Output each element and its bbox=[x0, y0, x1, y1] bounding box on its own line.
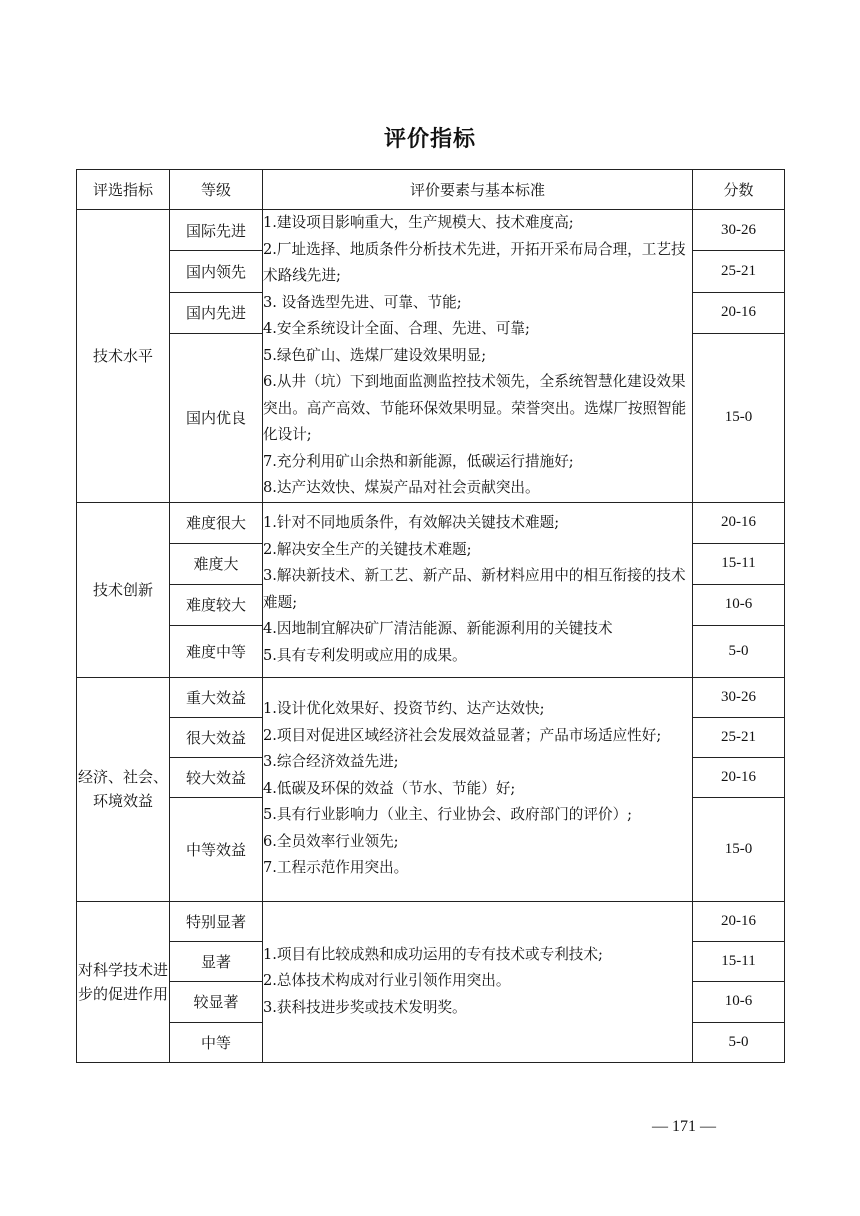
criteria-item: 2.总体技术构成对行业引领作用突出。 bbox=[263, 972, 511, 990]
table-row bbox=[77, 210, 785, 251]
criteria-cell bbox=[263, 901, 693, 1062]
grade-cell: 显著 bbox=[170, 941, 263, 981]
criteria-cell bbox=[263, 502, 693, 677]
header-score: 分数 bbox=[693, 170, 785, 210]
score-cell: 20-16 bbox=[693, 757, 785, 797]
dimension-cell: 经济、社会、环境效益 bbox=[77, 677, 170, 901]
score-cell: 25-21 bbox=[693, 717, 785, 757]
grade-cell: 重大效益 bbox=[170, 677, 263, 717]
grade-cell: 中等 bbox=[170, 1022, 263, 1062]
criteria-item: 3.解决新技术、新工艺、新产品、新材料应用中的相互衔接的技术难题; bbox=[263, 567, 686, 611]
score-cell: 20-16 bbox=[693, 901, 785, 941]
table-header-row bbox=[77, 170, 785, 210]
score-cell: 10-6 bbox=[693, 981, 785, 1022]
criteria-item: 5.具有专利发明或应用的成果。 bbox=[263, 646, 467, 664]
page-title: 评价指标 bbox=[383, 127, 476, 152]
criteria-item: 1.项目有比较成熟和成功运用的专有技术或专利技术; bbox=[263, 945, 603, 963]
score-cell: 5-0 bbox=[693, 1022, 785, 1062]
table-row bbox=[77, 677, 785, 717]
criteria-item: 2.厂址选择、地质条件分析技术先进，开拓开采布局合理，工艺技术路线先进; bbox=[263, 240, 686, 284]
grade-cell: 中等效益 bbox=[170, 797, 263, 901]
score-cell: 15-0 bbox=[693, 333, 785, 502]
grade-cell: 难度较大 bbox=[170, 584, 263, 625]
grade-cell: 难度大 bbox=[170, 543, 263, 584]
score-cell: 15-11 bbox=[693, 543, 785, 584]
criteria-item: 4.安全系统设计全面、合理、先进、可靠; bbox=[263, 320, 530, 337]
score-cell: 25-21 bbox=[693, 251, 785, 292]
score-cell: 20-16 bbox=[693, 502, 785, 543]
criteria-item: 7.充分利用矿山余热和新能源，低碳运行措施好; bbox=[263, 452, 574, 470]
grade-cell: 特别显著 bbox=[170, 901, 263, 941]
score-cell: 30-26 bbox=[693, 677, 785, 717]
criteria-item: 3.综合经济效益先进; bbox=[263, 753, 399, 771]
page-number: — 171 — bbox=[652, 1118, 716, 1135]
score-cell: 5-0 bbox=[693, 625, 785, 677]
dimension-cell: 对科学技术进步的促进作用 bbox=[77, 901, 170, 1062]
header-criteria: 评价要素与基本标准 bbox=[263, 170, 693, 210]
grade-cell: 国际先进 bbox=[170, 210, 263, 251]
table-row bbox=[77, 502, 785, 543]
criteria-item: 7.工程示范作用突出。 bbox=[263, 859, 409, 877]
criteria-item: 6.从井（坑）下到地面监测监控技术领先，全系统智慧化建设效果突出。高产高效、节能环保效果明显。荣誉突出。选煤厂按照智能化设计; bbox=[263, 373, 687, 443]
criteria-item: 2.项目对促进区域经济社会发展效益显著；产品市场适应性好; bbox=[263, 726, 662, 744]
score-cell: 15-0 bbox=[693, 797, 785, 901]
grade-cell: 很大效益 bbox=[170, 717, 263, 757]
criteria-item: 1.设计优化效果好、投资节约、达产达效快; bbox=[263, 700, 545, 718]
score-cell: 10-6 bbox=[693, 584, 785, 625]
criteria-item: 4.低碳及环保的效益（节水、节能）好; bbox=[263, 779, 516, 797]
criteria-item: 4.因地制宜解决矿厂清洁能源、新能源利用的关键技术 bbox=[263, 620, 613, 637]
grade-cell: 较大效益 bbox=[170, 757, 263, 797]
grade-cell: 国内先进 bbox=[170, 292, 263, 333]
table-row bbox=[77, 901, 785, 941]
criteria-cell bbox=[263, 210, 693, 503]
criteria-item: 5.绿色矿山、选煤厂建设效果明显; bbox=[263, 346, 487, 364]
grade-cell: 较显著 bbox=[170, 981, 263, 1022]
header-grade: 等级 bbox=[170, 170, 263, 210]
dimension-cell: 技术水平 bbox=[77, 210, 170, 503]
header-dimension: 评选指标 bbox=[77, 170, 170, 210]
criteria-cell bbox=[263, 677, 693, 901]
grade-cell: 难度很大 bbox=[170, 502, 263, 543]
evaluation-table bbox=[76, 169, 785, 1063]
score-cell: 30-26 bbox=[693, 210, 785, 251]
criteria-item: 5.具有行业影响力（业主、行业协会、政府部门的评价）; bbox=[263, 806, 633, 824]
criteria-item: 1.针对不同地质条件，有效解决关键技术难题; bbox=[263, 514, 560, 531]
grade-cell: 难度中等 bbox=[170, 625, 263, 677]
criteria-item: 8.达产达效快、煤炭产品对社会贡献突出。 bbox=[263, 479, 540, 496]
score-cell: 20-16 bbox=[693, 292, 785, 333]
criteria-item: 6.全员效率行业领先; bbox=[263, 832, 399, 850]
dimension-cell: 技术创新 bbox=[77, 502, 170, 677]
criteria-item: 3.获科技进步奖或技术发明奖。 bbox=[263, 998, 467, 1016]
score-cell: 15-11 bbox=[693, 941, 785, 981]
criteria-item: 3. 设备选型先进、可靠、节能; bbox=[263, 293, 462, 311]
grade-cell: 国内领先 bbox=[170, 251, 263, 292]
criteria-item: 2.解决安全生产的关键技术难题; bbox=[263, 540, 472, 558]
criteria-item: 1.建设项目影响重大，生产规模大、技术难度高; bbox=[263, 214, 574, 231]
grade-cell: 国内优良 bbox=[170, 333, 263, 502]
